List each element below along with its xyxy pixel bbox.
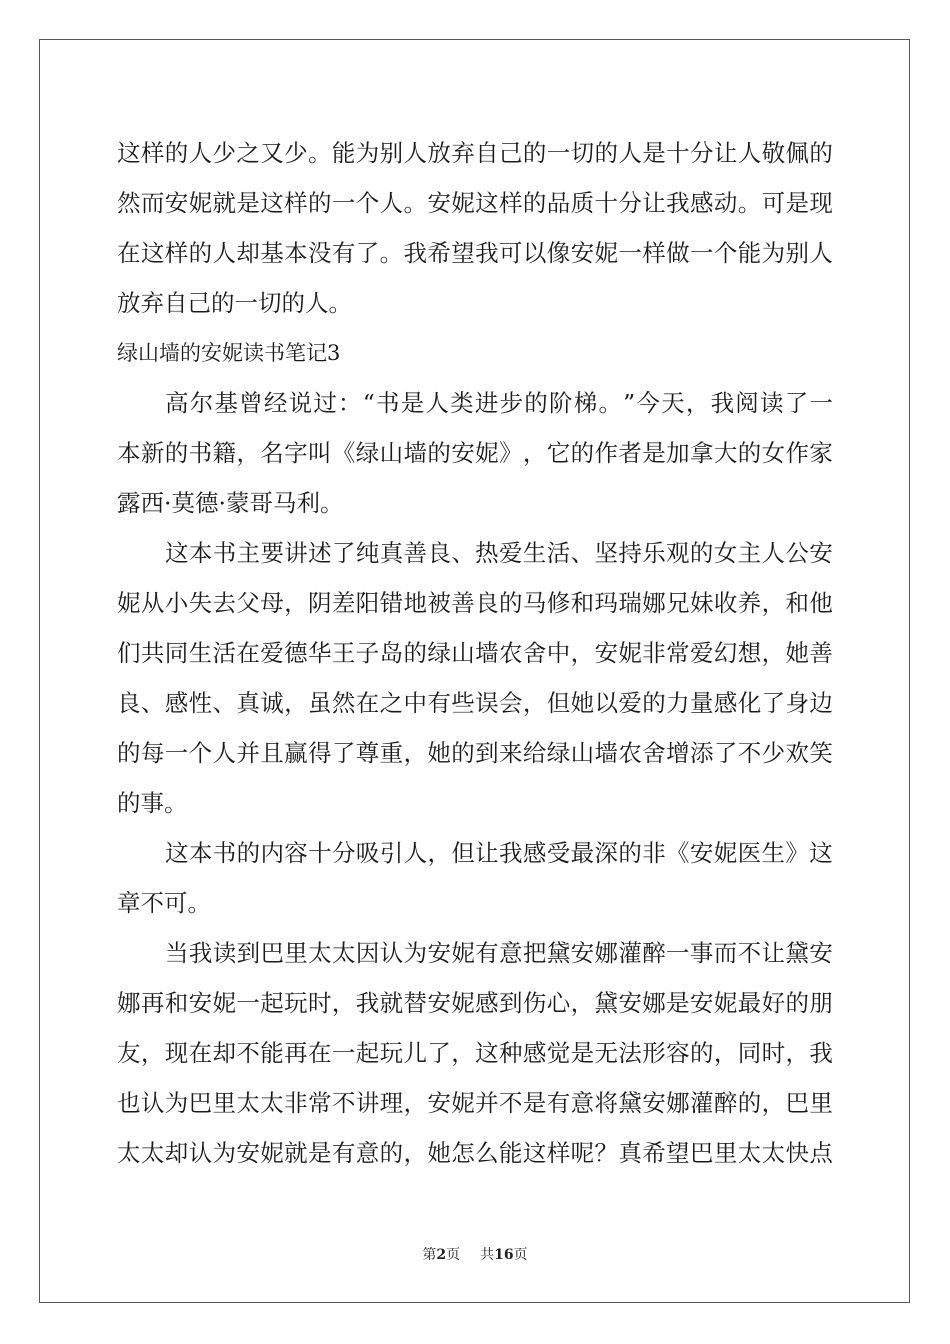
- text-line: 当 我 读 到 巴 里 太 太 因 认 为 安 妮 有 意 把 黛 安 娜 灌 醉 一 事 而 不 让 黛 安: [165, 939, 833, 967]
- text-line: 的事。: [117, 789, 188, 817]
- footer-page-prefix: 第: [422, 1247, 437, 1263]
- page-footer: [0, 1245, 950, 1265]
- text-line: 这 样 的 人 少 之 又 少 。 能 为 别 人 放 弃 自 己 的 一 切 的 人 是 十 分 让 人 敬 佩 的: [117, 139, 833, 167]
- text-line: 露西·莫德·蒙哥马利。: [117, 489, 344, 517]
- footer-page-suffix: 页: [446, 1247, 461, 1263]
- text-line: 也 认 为 巴 里 太 太 非 常 不 讲 理 ， 安 妮 并 不 是 有 意 将 黛 安 娜 灌 醉 的 ， 巴 里: [117, 1089, 833, 1117]
- footer-page-number: 2: [436, 1247, 447, 1263]
- document-body: [117, 128, 833, 1178]
- text-line: 在 这 样 的 人 却 基 本 没 有 了 。 我 希 望 我 可 以 像 安 妮 一 样 做 一 个 能 为 别 人: [117, 239, 833, 267]
- text-line: 这 本 书 主 要 讲 述 了 纯 真 善 良 、 热 爱 生 活 、 坚 持 乐 观 的 女 主 人 公 安: [165, 539, 833, 567]
- footer-total-suffix: 页: [513, 1247, 528, 1263]
- text-line: 良 、 感 性 、 真 诚 ， 虽 然 在 之 中 有 些 误 会 ， 但 她 以 爱 的 力 量 感 化 了 身 边: [117, 689, 833, 717]
- section-heading: 绿山墙的安妮读书笔记3: [117, 341, 341, 365]
- text-line: 娜 再 和 安 妮 一 起 玩 时 ， 我 就 替 安 妮 感 到 伤 心 ， 黛 安 娜 是 安 妮 最 好 的 朋: [117, 989, 833, 1017]
- text-line: 友 ， 现 在 却 不 能 再 在 一 起 玩 儿 了 ， 这 种 感 觉 是 无 法 形 容 的 ， 同 时 ， 我: [117, 1039, 833, 1067]
- text-line: 太 太 却 认 为 安 妮 就 是 有 意 的 ， 她 怎 么 能 这 样 呢 ？ 真 希 望 巴 里 太 太 快 点: [117, 1139, 833, 1167]
- text-line: 们 共 同 生 活 在 爱 德 华 王 子 岛 的 绿 山 墙 农 舍 中 ， 安 妮 非 常 爱 幻 想 ， 她 善: [117, 639, 833, 667]
- text-line: 高 尔 基 曾 经 说 过 ： “ 书 是 人 类 进 步 的 阶 梯 。 ” 今 天 ， 我 阅 读 了 一: [165, 389, 833, 417]
- text-line: 本 新 的 书 籍 ， 名 字 叫 《 绿 山 墙 的 安 妮 》 ， 它 的 作 者 是 加 拿 大 的 女 作 家: [117, 439, 833, 467]
- text-line: 放弃自己的一切的人。: [117, 289, 352, 317]
- footer-total-prefix: 共: [480, 1247, 495, 1263]
- text-line: 然 而 安 妮 就 是 这 样 的 一 个 人 。 安 妮 这 样 的 品 质 十 分 让 我 感 动 。 可 是 现: [117, 189, 833, 217]
- text-line: 妮 从 小 失 去 父 母 ， 阴 差 阳 错 地 被 善 良 的 马 修 和 玛 瑞 娜 兄 妹 收 养 ， 和 他: [117, 589, 833, 617]
- footer-total-pages: 16: [494, 1247, 514, 1263]
- text-line: 章不可。: [117, 889, 211, 917]
- text-line: 的 每 一 个 人 并 且 赢 得 了 尊 重 ， 她 的 到 来 给 绿 山 墙 农 舍 增 添 了 不 少 欢 笑: [117, 739, 833, 767]
- text-line: 这 本 书 的 内 容 十 分 吸 引 人 ， 但 让 我 感 受 最 深 的 非 《 安 妮 医 生 》 这: [165, 839, 833, 867]
